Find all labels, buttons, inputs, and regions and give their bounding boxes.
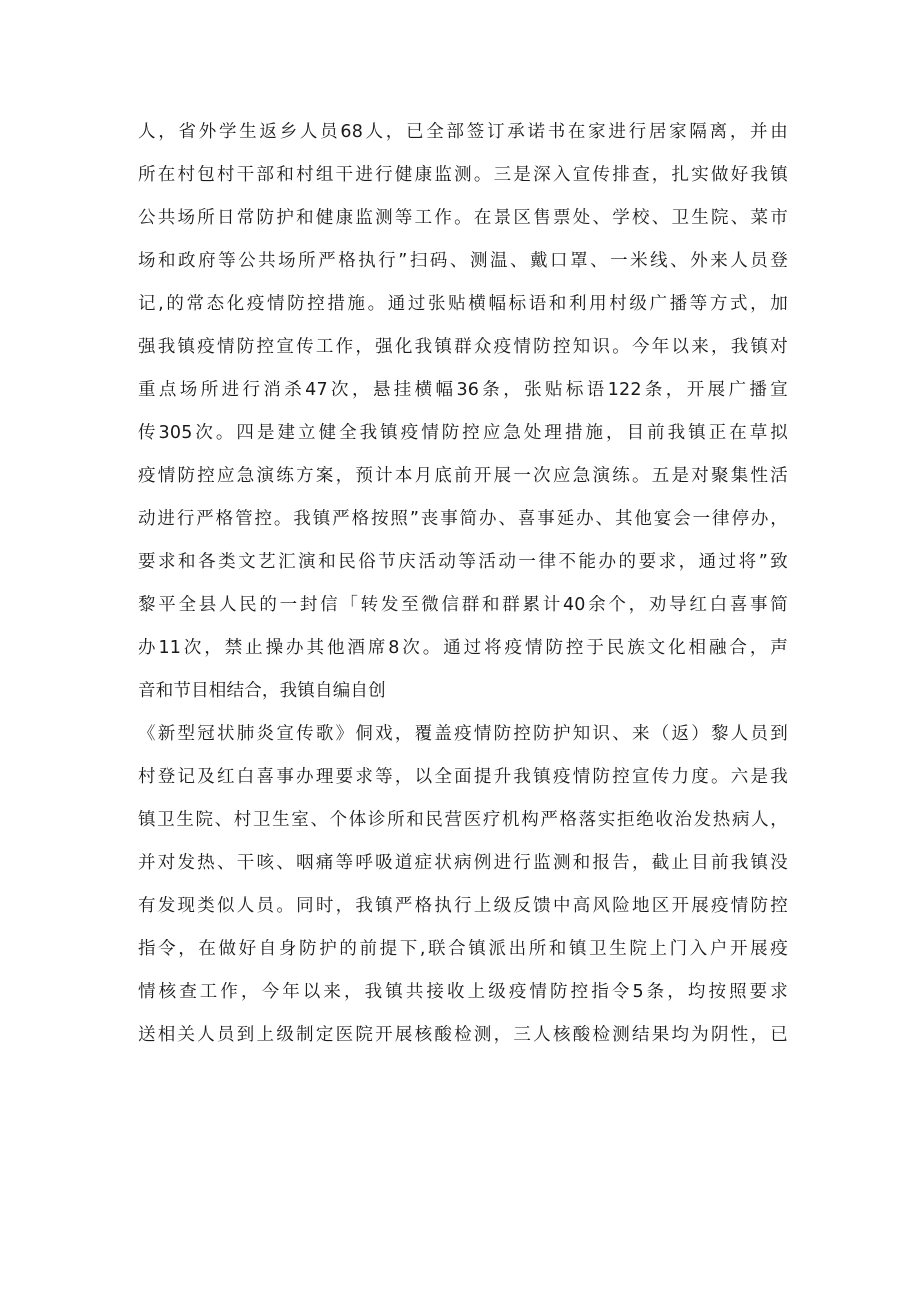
text-line: 传305次。四是建立健全我镇疫情防控应急处理措施，目前我镇正在草拟 — [138, 423, 788, 443]
text-line: 情核查工作，今年以来，我镇共接收上级疫情防控指令5条，均按照要求 — [138, 982, 788, 1002]
text-line: 有发现类似人员。同时，我镇严格执行上级反馈中高风险地区开展疫情防控 — [138, 896, 788, 916]
text-line: 要求和各类文艺汇演和民俗节庆活动等活动一律不能办的要求，通过将”致 — [138, 552, 788, 572]
text-line: 所在村包村干部和村组干进行健康监测。三是深入宣传排查，扎实做好我镇 — [138, 165, 788, 185]
text-line: 动进行严格管控。我镇严格按照”丧事简办、喜事延办、其他宴会一律停办， — [138, 509, 788, 529]
text-line: 送相关人员到上级制定医院开展核酸检测，三人核酸检测结果均为阴性，已 — [138, 1025, 788, 1045]
text-line: 《新型冠状肺炎宣传歌》侗戏，覆盖疫情防控防护知识、来（返）黎人员到 — [138, 724, 788, 744]
text-line: 记,的常态化疫情防控措施。通过张贴横幅标语和利用村级广播等方式，加 — [138, 294, 788, 314]
text-line: 音和节目相结合，我镇自编自创 — [138, 681, 386, 701]
text-line: 公共场所日常防护和健康监测等工作。在景区售票处、学校、卫生院、菜市 — [138, 208, 788, 228]
text-line: 并对发热、干咳、咽痛等呼吸道症状病例进行监测和报告，截止目前我镇没 — [138, 853, 788, 873]
text-line: 办11次，禁止操办其他酒席8次。通过将疫情防控于民族文化相融合，声 — [138, 638, 788, 658]
text-line: 强我镇疫情防控宣传工作，强化我镇群众疫情防控知识。今年以来，我镇对 — [138, 337, 788, 357]
text-line: 镇卫生院、村卫生室、个体诊所和民营医疗机构严格落实拒绝收治发热病人， — [138, 810, 788, 830]
text-line: 黎平全县人民的一封信「转发至微信群和群累计40余个，劝导红白喜事简 — [138, 595, 788, 615]
text-line: 人，省外学生返乡人员68人，已全部签订承诺书在家进行居家隔离，并由 — [138, 122, 788, 142]
text-line: 村登记及红白喜事办理要求等，以全面提升我镇疫情防控宣传力度。六是我 — [138, 767, 788, 787]
text-line: 重点场所进行消杀47次，悬挂横幅36条，张贴标语122条，开展广播宣 — [138, 380, 788, 400]
text-line: 指令，在做好自身防护的前提下,联合镇派出所和镇卫生院上门入户开展疫 — [138, 939, 788, 959]
text-line: 疫情防控应急演练方案，预计本月底前开展一次应急演练。五是对聚集性活 — [138, 466, 788, 486]
text-line: 场和政府等公共场所严格执行”扫码、测温、戴口罩、一米线、外来人员登 — [138, 251, 788, 271]
